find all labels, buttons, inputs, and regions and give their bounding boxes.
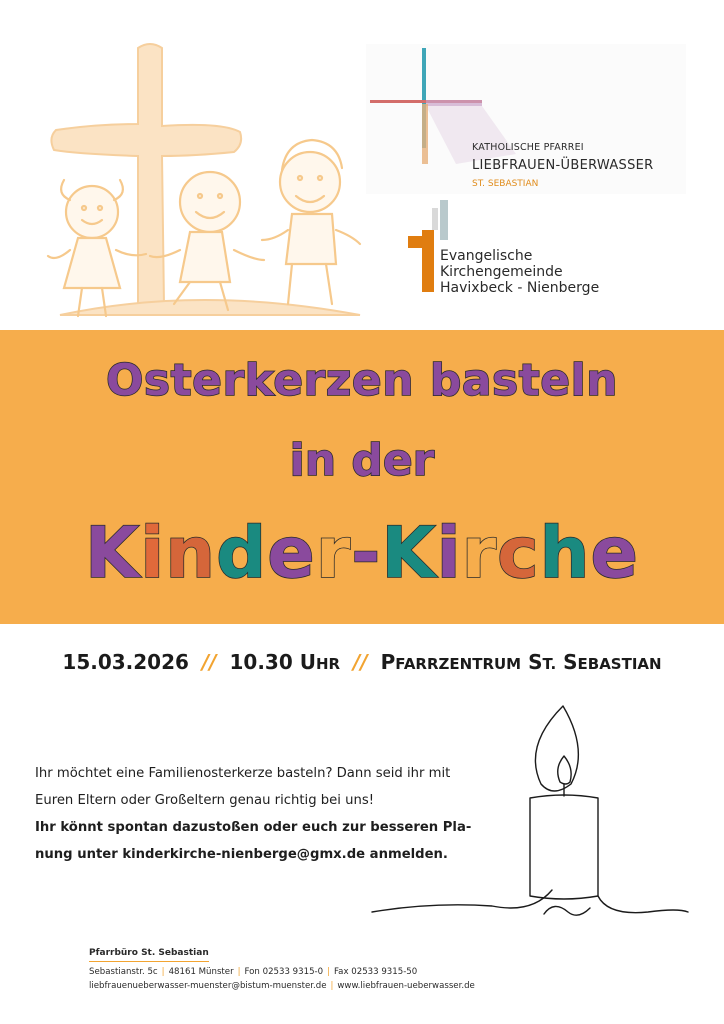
- title-letter: e: [590, 512, 639, 594]
- event-date: 15.03.2026: [62, 650, 189, 674]
- title-letter: h: [539, 512, 591, 594]
- body-line-1: Ihr möchtet eine Familienosterkerze basteln? Dann seid ihr mit: [35, 766, 451, 781]
- footer-website[interactable]: www.liebfrauen-ueberwasser.de: [337, 981, 475, 991]
- footer-email[interactable]: liebfrauenueberwasser-muenster@bistum-muenster.de: [89, 981, 327, 991]
- title-letter: r: [315, 512, 352, 594]
- title-letter: K: [381, 512, 437, 594]
- title-letter: r: [461, 512, 498, 594]
- evangelical-logo-line2: Kirchengemeinde: [440, 264, 563, 280]
- catholic-logo-line1: KATHOLISCHE PFARREI: [472, 142, 584, 153]
- title-letter: e: [267, 512, 316, 594]
- evangelical-logo-line1: Evangelische: [440, 248, 533, 264]
- footer-contact-line: liebfrauenueberwasser-muenster@bistum-muenster.de | www.liebfrauen-ueberwasser.de: [89, 981, 475, 991]
- title-line-2: in der: [289, 435, 435, 486]
- footer-address-line: Sebastianstr. 5c | 48161 Münster | Fon 02533 9315-0 | Fax 02533 9315-50: [89, 967, 418, 977]
- event-time: 10.30 UHR: [229, 650, 341, 674]
- catholic-logo-line3: ST. SEBASTIAN: [472, 179, 539, 189]
- separator: //: [201, 650, 217, 674]
- separator: //: [353, 650, 368, 674]
- body-line-4: nung unter kinderkirche-nienberge@gmx.de anmelden.: [35, 847, 448, 862]
- event-place: PFARRZENTRUM ST. SEBASTIAN: [380, 650, 662, 674]
- title-letter: n: [165, 512, 217, 594]
- title-line-1: Osterkerzen basteln: [105, 355, 619, 406]
- title-line-3: [0, 512, 724, 594]
- evangelical-logo-line3: Havixbeck - Nienberge: [440, 280, 600, 296]
- candle-line-drawing: [368, 700, 698, 920]
- catholic-logo-line2: LIEBFRAUEN-ÜBERWASSER: [472, 158, 654, 173]
- title-letter: c: [497, 512, 540, 594]
- body-line-3: Ihr könnt spontan dazustoßen oder euch zur besseren Pla-: [35, 820, 472, 835]
- parish-office-footer: [89, 946, 475, 993]
- title-letter: i: [436, 512, 462, 594]
- title-letter: K: [85, 512, 141, 594]
- body-line-2: Euren Eltern oder Großeltern genau richtig bei uns!: [35, 793, 374, 808]
- footer-title: Pfarrbüro St. Sebastian: [89, 946, 209, 962]
- event-info-line: [0, 650, 724, 674]
- title-letter: -: [351, 512, 382, 594]
- title-letter: d: [216, 512, 268, 594]
- title-letter: i: [140, 512, 166, 594]
- cross-children-illustration: [30, 40, 370, 330]
